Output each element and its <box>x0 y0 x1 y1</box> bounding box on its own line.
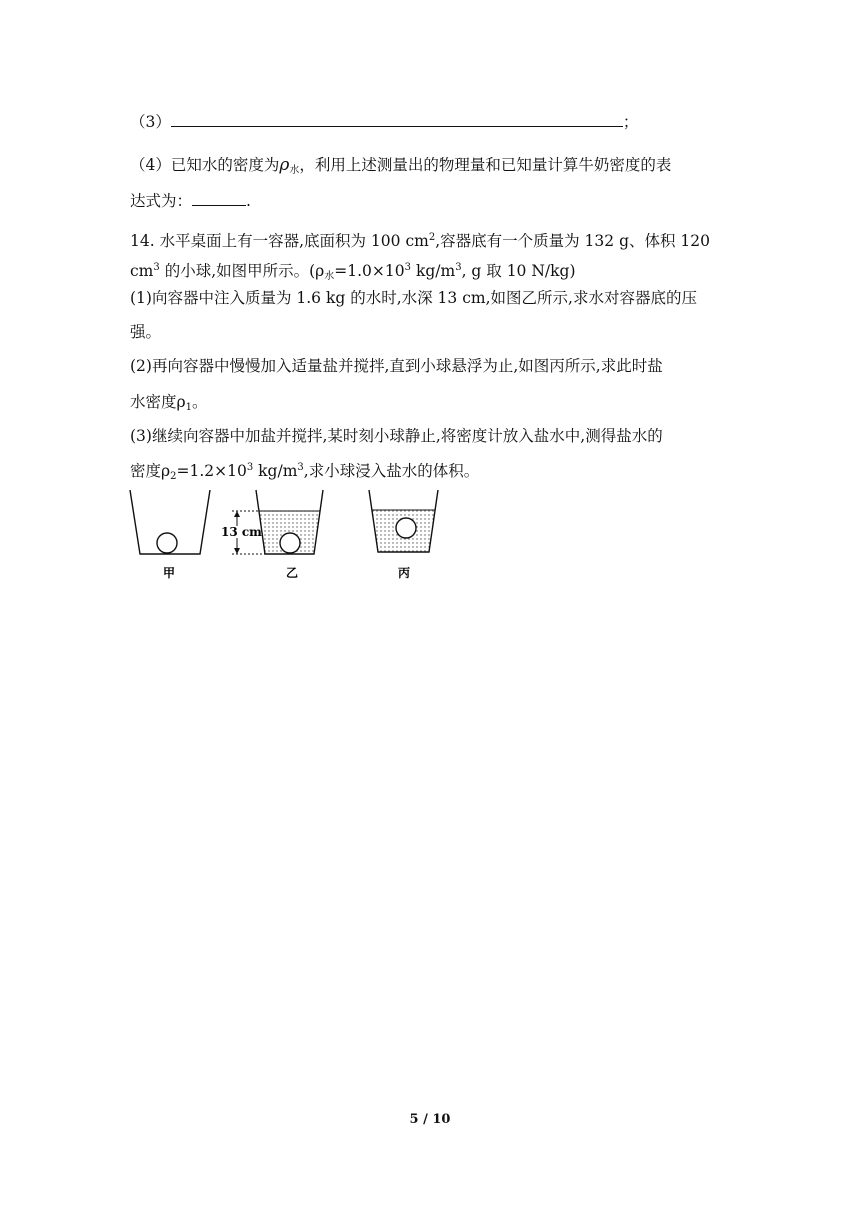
q14-sub2-sub: 1 <box>185 402 192 413</box>
q14-sub3-c: kg/m <box>253 462 298 480</box>
container-figures <box>120 486 450 582</box>
item4-text: （4）已知水的密度为 <box>130 156 280 174</box>
q14-line2-a: cm <box>130 262 154 280</box>
arrow-up <box>234 511 240 517</box>
q14-text-b: ,容器底有一个质量为 132 g、体积 120 <box>435 232 711 250</box>
q14-line2-sub: 水 <box>324 271 335 282</box>
figure-label-jia: 甲 <box>163 566 176 580</box>
ball <box>280 533 300 553</box>
q14-sub1-line1: (1)向容器中注入质量为 1.6 kg 的水时,水深 13 cm,如图乙所示,求水对容器底的压 <box>130 289 697 307</box>
item4-line2-prefix: 达式为： <box>130 192 193 210</box>
q14-sub3-line2 <box>130 458 730 487</box>
item3-prefix: （3） <box>130 113 171 131</box>
rho-water-symbol: ρ <box>279 155 290 175</box>
q13-item4-line1 <box>130 155 730 181</box>
q14-sub2-line1: (2)再向容器中慢慢加入适量盐并搅拌,直到小球悬浮为止,如图丙所示,求此时盐 <box>130 357 663 375</box>
depth-label: 13 cm <box>221 525 262 539</box>
q14-sub3-sup: 3 <box>246 462 254 473</box>
q14-text-a: 14. 水平桌面上有一容器,底面积为 100 cm <box>130 232 429 250</box>
q14-line2-b: 的小球,如图甲所示。(ρ <box>159 262 325 280</box>
ball <box>157 533 177 553</box>
figure-label-bing: 丙 <box>398 566 411 580</box>
q14-line2-d: kg/m <box>411 262 456 280</box>
q14-line1 <box>130 228 730 251</box>
rho-water-sub: 水 <box>289 165 300 176</box>
q14-sub1-line2: 强。 <box>130 323 162 341</box>
q14-sub3-sup2: 3 <box>297 462 304 473</box>
arrow-down <box>234 548 240 554</box>
q14-sub2-line2 <box>130 392 730 418</box>
answer-blank-4 <box>192 191 246 206</box>
q14-sub3-sub: 2 <box>170 471 177 482</box>
q14-sub2-a: 水密度ρ <box>130 393 186 411</box>
item3-suffix: ； <box>622 113 639 131</box>
item4-text-2: ，利用上述测量出的物理量和已知量计算牛奶密度的表 <box>299 156 672 174</box>
figure-label-yi: 乙 <box>286 566 299 580</box>
q14-sub2-b: 。 <box>192 393 208 411</box>
page-number: 5 / 10 <box>409 1112 451 1127</box>
figure-bing <box>369 490 438 580</box>
figure-jia <box>130 490 210 580</box>
q14-sub3-d: ,求小球浸入盐水的体积。 <box>303 462 480 480</box>
ball <box>396 518 416 538</box>
q14-sub3-b: =1.2×10 <box>176 462 247 480</box>
q14-sub3-a: 密度ρ <box>130 462 171 480</box>
q14-line2 <box>130 258 730 287</box>
figure-yi <box>218 490 323 580</box>
q13-item4-line2 <box>130 191 730 211</box>
q14-line2-sup2: 3 <box>404 262 412 273</box>
q14-line2-sup: 3 <box>153 262 160 273</box>
q14-line2-c: =1.0×10 <box>334 262 405 280</box>
q14-sub3-line1: (3)继续向容器中加盐并搅拌,某时刻小球静止,将密度计放入盐水中,测得盐水的 <box>130 427 663 445</box>
answer-blank-3 <box>171 112 623 127</box>
q14-line2-sup3: 3 <box>455 262 462 273</box>
item4-line2-suffix: . <box>246 192 251 210</box>
q13-item3 <box>130 112 730 132</box>
q14-sup-a: 2 <box>428 232 436 243</box>
q14-line2-e: , g 取 10 N/kg) <box>461 262 576 280</box>
